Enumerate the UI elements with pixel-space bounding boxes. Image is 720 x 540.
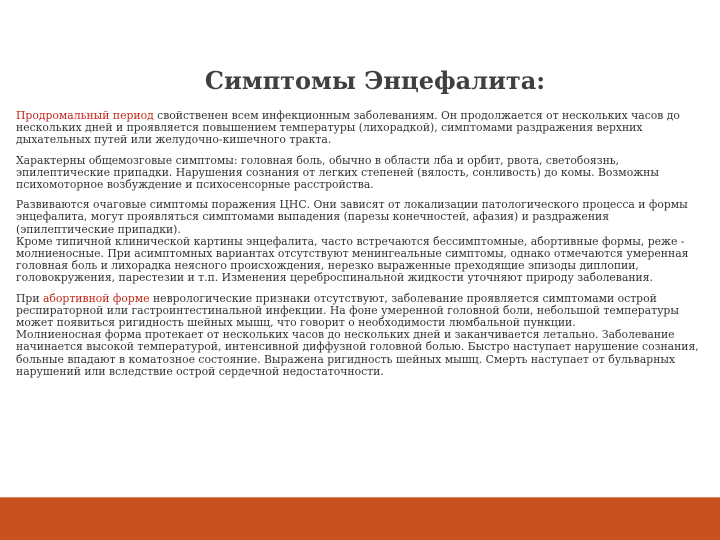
- paragraph-focal-symptoms: Развиваются очаговые симптомы поражения ЦНС. Они зависят от локализации патологического процесса и формы энцефалита, могут проявляться симптомами выпадения (парезы конечностей, афазия) и раздражения (эпилептические припадки).: [16, 198, 688, 236]
- paragraph-forms: Кроме типичной клинической картины энцефалита, часто встречаются бессимптомные, абортивные формы, реже - молниеносные. При асимптомных вариантах отсутствуют менингеальные симптомы, однако отмечаются умеренная головная боль и лихорадка неясного происхождения, нерезко выраженные преходящие эпизоды диплопии, головокружения, парестезии и т.п. Изменения цереброспинальной жидкости уточняют природу заболевания.: [16, 234, 689, 285]
- highlight-abortive-form: абортивной форме: [42, 291, 150, 305]
- paragraph-abortive-form: [16, 293, 706, 330]
- paragraph-prodromal: [16, 110, 706, 147]
- paragraph-fulminant-form: Молниеносная форма протекает от нескольких часов до нескольких дней и заканчивается летально. Заболевание начинается высокой температурой, интенсивной диффузной головной болью. Быстро наступает нарушение сознания, больные впадают в коматозное состояние. Выражена ригидность шейных мышц. Смерть наступает от бульварных нарушений или вследствие острой сердечной недостаточности.: [16, 328, 699, 378]
- paragraph-general-symptoms: Характерны общемозговые симптомы: головная боль, обычно в области лба и орбит, рвота, светобоязнь, эпилептические припадки. Нарушения сознания от легких степеней (вялость, сонливость) до комы. Возможны психомоторное возбуждение и психосенсорные расстройства.: [16, 153, 659, 192]
- paragraph-abortive-prefix: При: [16, 291, 43, 305]
- slide-title: Симптомы Энцефалита:: [204, 66, 546, 95]
- footer-bar: [0, 498, 720, 540]
- paragraph-prodromal-text: свойственен всем инфекционным заболеваниям. Он продолжается от нескольких часов до нескольких дней и проявляется повышением температуры (лихорадкой), симптомами раздражения верхних дыхательных путей или желудочно-кишечного тракта.: [16, 109, 680, 147]
- highlight-prodromal-period: Продромальный период: [16, 109, 154, 122]
- paragraph-abortive-text: неврологические признаки отсутствуют, заболевание проявляется симптомами острой респираторной или гастроинтестинальной инфекции. На фоне умеренной головной боли, небольшой температуры может появиться ригидность шейных мышц, что говорит о необходимости люмбальной пункции.: [16, 291, 679, 330]
- slide-body: [16, 110, 706, 386]
